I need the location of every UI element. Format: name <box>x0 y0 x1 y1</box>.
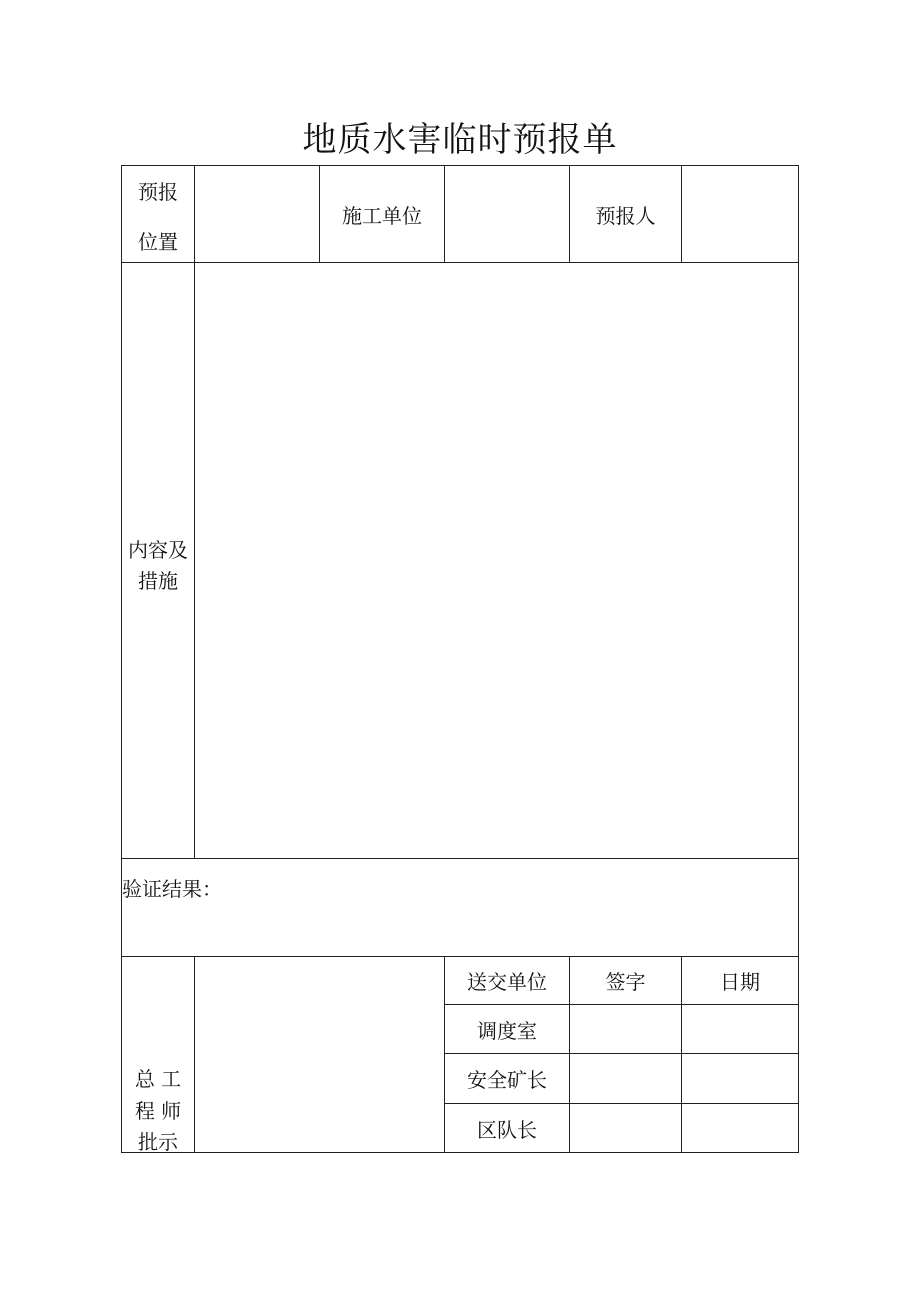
sign-row-dispatch-date[interactable] <box>682 1005 798 1053</box>
location-value-field[interactable] <box>195 166 319 262</box>
location-label-line1: 预报 <box>138 180 178 204</box>
content-label-line1: 内容及 <box>128 538 188 562</box>
chief-engineer-label <box>122 957 194 1152</box>
content-label-line2: 措施 <box>138 569 178 593</box>
sign-row-dispatch-signature[interactable] <box>570 1005 681 1053</box>
sign-header-date: 日期 <box>720 970 760 994</box>
table-border-bottom <box>121 1152 799 1153</box>
sign-header-signature: 签字 <box>605 970 646 994</box>
sign-header-unit: 送交单位 <box>467 970 547 994</box>
location-label-line2: 位置 <box>138 230 178 254</box>
sign-row-team-signature[interactable] <box>570 1104 681 1152</box>
construction-unit-label: 施工单位 <box>342 203 422 228</box>
chief-engineer-line3: 批示 <box>138 1130 178 1154</box>
sign-row-safety-unit: 安全矿长 <box>467 1068 547 1092</box>
chief-engineer-line2: 程 师 <box>134 1099 182 1123</box>
construction-unit-field[interactable] <box>445 166 569 262</box>
reporter-field[interactable] <box>682 166 798 262</box>
form-title: 地质水害临时预报单 <box>302 120 618 160</box>
sign-row-safety-signature[interactable] <box>570 1054 681 1103</box>
sign-row-team-unit: 区队长 <box>477 1117 537 1142</box>
sign-row-safety-date[interactable] <box>682 1054 798 1103</box>
verification-field[interactable] <box>122 859 798 956</box>
sign-row-team-date[interactable] <box>682 1104 798 1152</box>
table-border-right <box>798 165 799 1153</box>
chief-engineer-line1: 总 工 <box>134 1067 182 1091</box>
location-label <box>122 166 194 262</box>
content-measures-field[interactable] <box>195 263 798 858</box>
reporter-label: 预报人 <box>595 203 656 228</box>
content-measures-label <box>122 263 194 858</box>
sign-row-dispatch-unit: 调度室 <box>477 1018 537 1043</box>
verification-label: 验证结果： <box>122 877 222 901</box>
chief-engineer-comment-field[interactable] <box>195 957 444 1152</box>
